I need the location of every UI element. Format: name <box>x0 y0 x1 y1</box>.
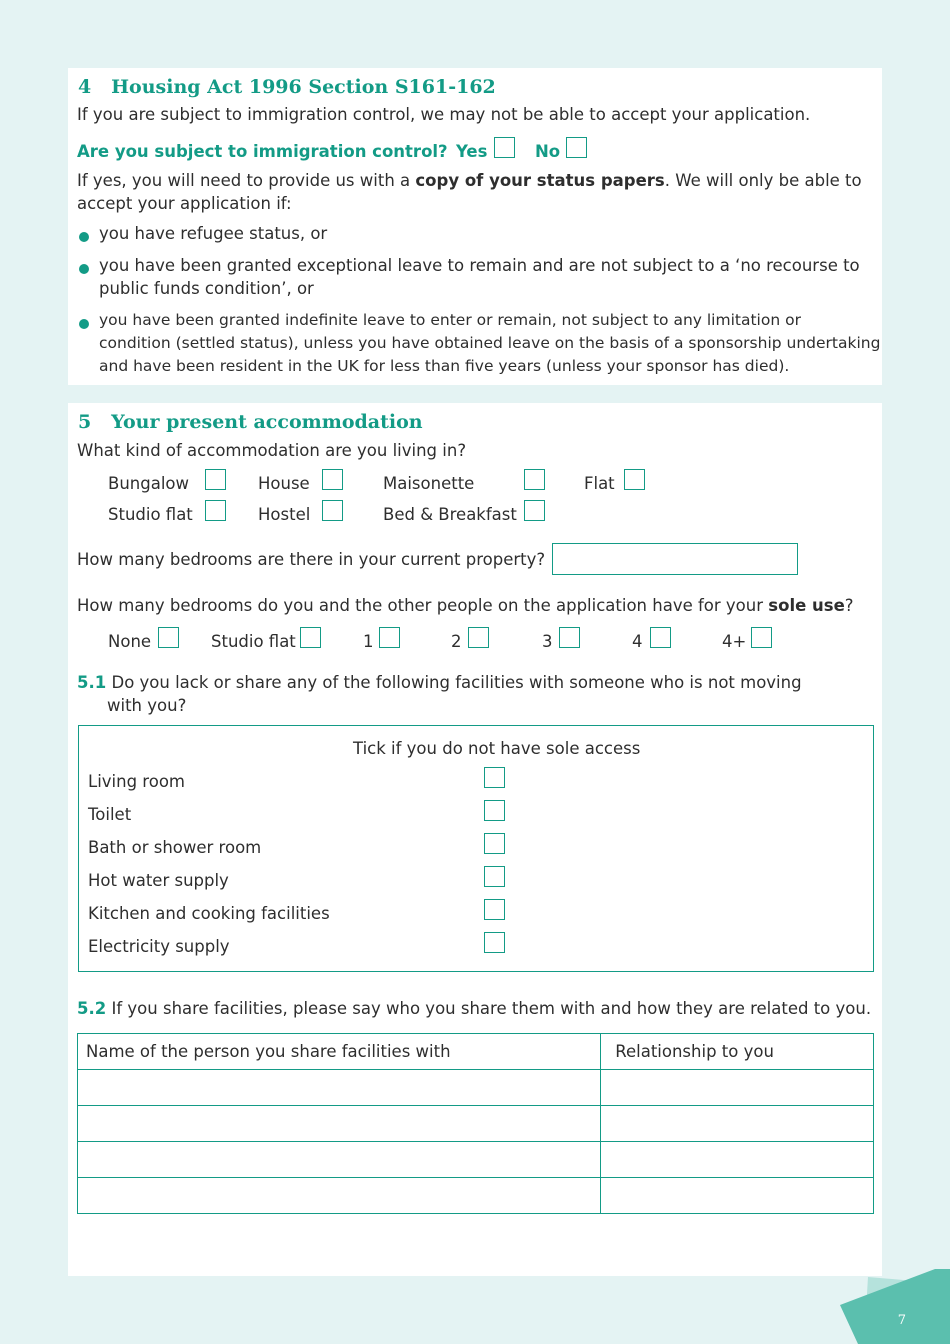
yes-label: Yes <box>456 142 488 161</box>
status-papers-text-line2: accept your application if: <box>77 194 292 213</box>
sole-use-post: ? <box>844 596 854 615</box>
bedrooms-studio-label: Studio flat <box>211 632 296 651</box>
bedrooms-4plus-label: 4+ <box>722 632 747 651</box>
question-5-1-line2: with you? <box>107 696 187 715</box>
option-studio-flat-checkbox[interactable] <box>205 500 226 521</box>
no-label: No <box>535 142 561 161</box>
bedrooms-4plus-checkbox[interactable] <box>751 627 772 648</box>
table-row <box>78 1070 874 1106</box>
section-title: Housing Act 1996 Section S161-162 <box>111 76 496 98</box>
name-cell-input[interactable] <box>78 1070 601 1106</box>
bedrooms-none-label: None <box>108 632 152 651</box>
bullet-text: you have been granted exceptional leave to remain and are not subject to a ‘no recourse to <box>99 256 860 275</box>
option-flat-label: Flat <box>584 474 615 493</box>
name-cell-input[interactable] <box>78 1178 601 1214</box>
option-house-label: House <box>258 474 310 493</box>
bedrooms-1-label: 1 <box>363 632 374 651</box>
table-row <box>78 1106 874 1142</box>
bullet-text: public funds condition’, or <box>99 279 314 298</box>
status-papers-text <box>77 171 862 190</box>
bedrooms-question: How many bedrooms are there in your current property? <box>77 550 546 569</box>
facility-label: Hot water supply <box>88 871 229 890</box>
facility-label: Kitchen and cooking facilities <box>88 904 330 923</box>
section-5-panel <box>68 403 882 1276</box>
bedrooms-4-label: 4 <box>632 632 643 651</box>
facility-checkbox[interactable] <box>484 899 505 920</box>
status-text-pre: If yes, you will need to provide us with a <box>77 171 416 190</box>
immigration-no-checkbox[interactable] <box>566 137 587 158</box>
sole-use-bold: sole use <box>768 596 845 615</box>
facility-label: Electricity supply <box>88 937 230 956</box>
corner-decoration <box>840 1269 950 1344</box>
sole-use-pre: How many bedrooms do you and the other people on the application have for your <box>77 596 769 615</box>
table-header-row <box>78 1034 874 1070</box>
section-4-panel <box>68 68 882 385</box>
question-5-2 <box>77 999 871 1018</box>
option-bungalow-checkbox[interactable] <box>205 469 226 490</box>
bedrooms-2-checkbox[interactable] <box>468 627 489 648</box>
option-maisonette-label: Maisonette <box>383 474 475 493</box>
bullet-icon <box>79 232 89 242</box>
page-number: 7 <box>897 1313 906 1328</box>
status-text-bold: copy of your status papers <box>415 171 665 190</box>
section-number: 5 <box>78 411 92 433</box>
bullet-text: you have been granted indefinite leave to enter or remain, not subject to any limitation or <box>99 311 801 329</box>
section-5-heading <box>78 411 423 433</box>
option-studio-flat-label: Studio flat <box>108 505 193 524</box>
question-text: Do you lack or share any of the following facilities with someone who is not moving <box>111 673 802 692</box>
bedrooms-none-checkbox[interactable] <box>158 627 179 648</box>
bedrooms-1-checkbox[interactable] <box>379 627 400 648</box>
immigration-question: Are you subject to immigration control? <box>77 142 448 161</box>
option-hostel-checkbox[interactable] <box>322 500 343 521</box>
option-bed-breakfast-label: Bed & Breakfast <box>383 505 517 524</box>
column-header: Name of the person you share facilities with <box>78 1034 601 1070</box>
option-flat-checkbox[interactable] <box>624 469 645 490</box>
facilities-box <box>78 725 874 972</box>
relationship-cell-input[interactable] <box>601 1070 874 1106</box>
immigration-yes-checkbox[interactable] <box>494 137 515 158</box>
bedrooms-4-checkbox[interactable] <box>650 627 671 648</box>
bullet-text: and have been resident in the UK for less than five years (unless your sponsor has died). <box>99 357 790 375</box>
option-maisonette-checkbox[interactable] <box>524 469 545 490</box>
section-4-heading <box>78 76 496 98</box>
relationship-cell-input[interactable] <box>601 1178 874 1214</box>
bullet-text: condition (settled status), unless you have obtained leave on the basis of a sponsorship undertaking <box>99 334 881 352</box>
facility-label: Toilet <box>88 805 132 824</box>
name-cell-input[interactable] <box>78 1106 601 1142</box>
immigration-intro: If you are subject to immigration control, we may not be able to accept your application. <box>77 105 811 124</box>
accommodation-question: What kind of accommodation are you living in? <box>77 441 467 460</box>
section-number: 4 <box>78 76 92 98</box>
sole-use-question <box>77 596 854 615</box>
bedrooms-studio-checkbox[interactable] <box>300 627 321 648</box>
bullet-icon <box>79 319 89 329</box>
status-text-post: . We will only be able to <box>664 171 862 190</box>
option-bed-breakfast-checkbox[interactable] <box>524 500 545 521</box>
facility-checkbox[interactable] <box>484 866 505 887</box>
option-bungalow-label: Bungalow <box>108 474 189 493</box>
relationship-cell-input[interactable] <box>601 1142 874 1178</box>
shared-facilities-table <box>77 1033 874 1214</box>
option-house-checkbox[interactable] <box>322 469 343 490</box>
facility-checkbox[interactable] <box>484 800 505 821</box>
question-number: 5.2 <box>77 999 107 1018</box>
facilities-header: Tick if you do not have sole access <box>353 739 641 758</box>
name-cell-input[interactable] <box>78 1142 601 1178</box>
option-hostel-label: Hostel <box>258 505 311 524</box>
question-text: If you share facilities, please say who you share them with and how they are related to you. <box>111 999 872 1018</box>
bedrooms-count-input[interactable] <box>552 543 798 575</box>
facility-label: Living room <box>88 772 185 791</box>
facility-checkbox[interactable] <box>484 833 505 854</box>
bedrooms-2-label: 2 <box>451 632 462 651</box>
relationship-cell-input[interactable] <box>601 1106 874 1142</box>
question-5-1 <box>77 673 802 692</box>
bedrooms-3-checkbox[interactable] <box>559 627 580 648</box>
bedrooms-3-label: 3 <box>542 632 553 651</box>
facility-checkbox[interactable] <box>484 932 505 953</box>
column-header: Relationship to you <box>601 1034 874 1070</box>
section-title: Your present accommodation <box>111 411 423 433</box>
facility-label: Bath or shower room <box>88 838 262 857</box>
table-row <box>78 1142 874 1178</box>
bullet-icon <box>79 264 89 274</box>
question-number: 5.1 <box>77 673 107 692</box>
bullet-text: you have refugee status, or <box>99 224 328 243</box>
facility-checkbox[interactable] <box>484 767 505 788</box>
table-row <box>78 1178 874 1214</box>
